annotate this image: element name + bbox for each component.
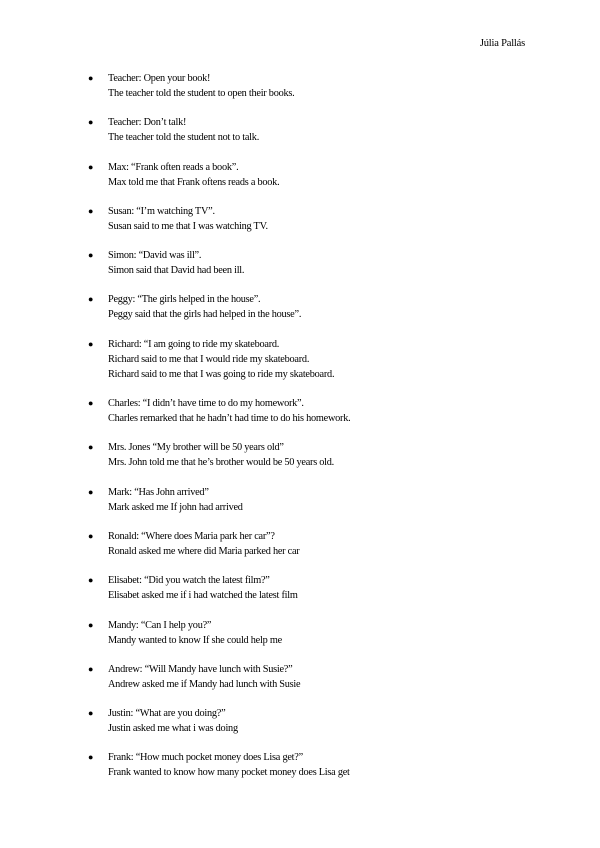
bullet-icon: ● <box>88 117 94 128</box>
reported-speech-line: Mrs. John told me that he’s brother would be 50 years old. <box>108 457 335 469</box>
reported-speech-line: Richard said to me that I would ride my skateboard. <box>108 353 310 365</box>
bullet-icon: ● <box>88 575 94 586</box>
list-item <box>0 160 600 204</box>
direct-speech-line: Teacher: Open your book! <box>108 73 211 84</box>
list-item <box>0 573 600 617</box>
list-item <box>0 248 600 292</box>
list-item <box>0 485 600 529</box>
list-item <box>0 204 600 248</box>
direct-speech-line: Mrs. Jones “My brother will be 50 years old” <box>108 442 284 454</box>
item-text <box>108 396 350 426</box>
direct-speech-line: Richard: “I am going to ride my skateboard. <box>108 338 280 350</box>
list-item <box>0 292 600 336</box>
exercise-list <box>0 71 600 795</box>
bullet-icon: ● <box>88 442 94 453</box>
item-text <box>108 337 334 382</box>
direct-speech-line: Frank: “How much pocket money does Lisa get?” <box>108 752 303 764</box>
list-item <box>0 706 600 750</box>
direct-speech-line: Peggy: “The girls helped in the house”. <box>108 294 261 306</box>
item-text <box>108 485 243 515</box>
direct-speech-line: Max: “Frank often reads a book”. <box>108 161 239 173</box>
list-item <box>0 337 600 396</box>
direct-speech-line: Justin: “What are you doing?” <box>108 708 226 720</box>
direct-speech-line: Susan: “I’m watching TV”. <box>108 205 215 217</box>
reported-speech-line: Simon said that David had been ill. <box>108 265 245 277</box>
reported-speech-line: The teacher told the student to open their books. <box>108 88 295 99</box>
bullet-icon: ● <box>88 398 94 409</box>
item-text <box>108 440 334 470</box>
item-text <box>108 573 298 603</box>
bullet-icon: ● <box>88 708 94 719</box>
bullet-icon: ● <box>88 338 94 349</box>
reported-speech-line: Justin asked me what i was doing <box>108 723 238 735</box>
item-text <box>108 248 244 278</box>
reported-speech-line: Mandy wanted to know If she could help me <box>108 634 282 646</box>
direct-speech-line: Mark: “Has John arrived” <box>108 486 209 498</box>
bullet-icon: ● <box>88 294 94 305</box>
item-text <box>108 204 268 234</box>
direct-speech-line: Teacher: Don’t talk! <box>108 117 187 129</box>
direct-speech-line: Andrew: “Will Mandy have lunch with Susie?” <box>108 663 293 675</box>
item-text <box>108 115 259 145</box>
reported-speech-line: Max told me that Frank oftens reads a book. <box>108 176 280 188</box>
direct-speech-line: Charles: “I didn’t have time to do my homework”. <box>108 398 304 410</box>
list-item <box>0 115 600 159</box>
direct-speech-line: Simon: “David was ill”. <box>108 250 202 262</box>
direct-speech-line: Elisabet: “Did you watch the latest film?” <box>108 575 270 587</box>
bullet-icon: ● <box>88 530 94 541</box>
direct-speech-line: Ronald: “Where does Maria park her car”? <box>108 530 275 542</box>
bullet-icon: ● <box>88 161 94 172</box>
direct-speech-line: Mandy: “Can I help you?” <box>108 619 212 631</box>
list-item <box>0 529 600 573</box>
bullet-icon: ● <box>88 486 94 497</box>
bullet-icon: ● <box>88 250 94 261</box>
reported-speech-line: Ronald asked me where did Maria parked her car <box>108 545 300 557</box>
list-item <box>0 396 600 440</box>
reported-speech-line: Richard said to me that I was going to ride my skateboard. <box>108 368 335 380</box>
bullet-icon: ● <box>88 73 94 83</box>
reported-speech-line: Frank wanted to know how many pocket money does Lisa get <box>108 767 350 779</box>
reported-speech-line: Charles remarked that he hadn’t had time to do his homework. <box>108 413 351 425</box>
reported-speech-line: Elisabet asked me if i had watched the latest film <box>108 590 298 602</box>
bullet-icon: ● <box>88 619 94 630</box>
list-item <box>0 618 600 662</box>
item-text <box>108 292 301 322</box>
list-item <box>0 440 600 484</box>
bullet-icon: ● <box>88 752 94 763</box>
reported-speech-line: Mark asked me If john had arrived <box>108 501 243 513</box>
item-text <box>108 750 350 780</box>
item-text <box>108 529 300 559</box>
reported-speech-line: Susan said to me that I was watching TV. <box>108 220 268 232</box>
bullet-icon: ● <box>88 663 94 674</box>
list-item <box>0 662 600 706</box>
item-text <box>108 706 238 736</box>
reported-speech-line: Peggy said that the girls had helped in the house”. <box>108 309 302 321</box>
bullet-icon: ● <box>88 205 94 216</box>
list-item <box>0 71 600 115</box>
item-text <box>108 71 294 101</box>
list-item <box>0 750 600 794</box>
item-text <box>108 662 300 692</box>
reported-speech-line: Andrew asked me if Mandy had lunch with Susie <box>108 678 301 690</box>
reported-speech-line: The teacher told the student not to talk. <box>108 132 260 144</box>
item-text <box>108 618 282 648</box>
item-text <box>108 160 279 190</box>
author-name: Júlia Pallás <box>479 38 525 49</box>
